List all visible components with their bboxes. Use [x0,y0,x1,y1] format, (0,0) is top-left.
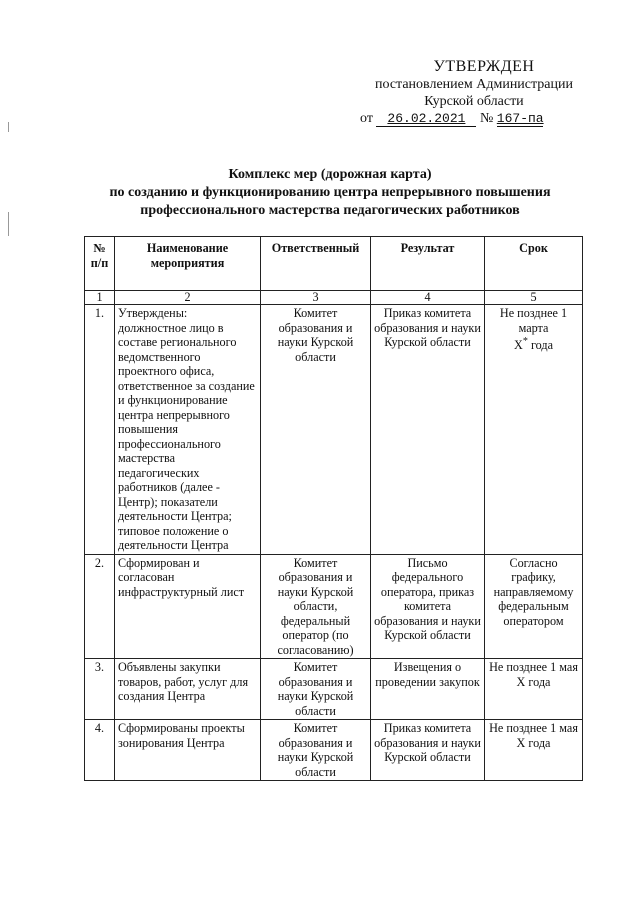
approval-number: 167-па [496,111,544,126]
margin-mark-top [8,122,9,132]
approval-date: 26.02.2021 [376,112,476,127]
table-row [85,720,583,781]
column-number-row [85,291,583,305]
header-row [85,237,583,291]
roadmap-table [84,236,583,781]
number-prefix: № [479,111,494,126]
col-number: 4 [371,291,485,305]
document-title [95,166,565,220]
row-num: 4. [85,720,115,781]
table-row [85,305,583,555]
row-num: 1. [85,305,115,555]
header-num: № п/п [85,237,115,291]
table-row [85,554,583,659]
row-name: Сформированы проекты зонирования Центра [115,720,261,781]
row-deadline: Не позднее 1 мая X года [485,659,583,720]
row-responsible: Комитет образования и науки Курской области, федеральный оператор (по согласованию) [261,554,371,659]
approval-block [354,58,574,127]
col-number: 5 [485,291,583,305]
row-num: 3. [85,659,115,720]
col-number: 2 [115,291,261,305]
deadline-year: года [527,338,553,353]
header-deadline: Срок [485,237,583,291]
row-name: Сформирован и согласован инфраструктурный лист [115,554,261,659]
deadline-text: Не позднее 1 марта [499,306,568,335]
row-name: Утверждены: должностное лицо в составе регионального ведомственного проектного офиса, ответственное за создание и функционирование центра непрерывного повышения профессионального мастерства педагогических работников (далее - Центр); показатели деятельности Центра; типовое положение о деятельности Центра [115,305,261,555]
approval-line-2: Курской области [424,94,524,109]
row-result: Письмо федерального оператора, приказ комитета образования и науки Курской области [371,554,485,659]
header-responsible: Ответственный [261,237,371,291]
margin-mark-mid [8,212,9,236]
row-result: Извещения о проведении закупок [371,659,485,720]
title-line-3: профессионального мастерства педагогических работников [140,203,520,218]
row-responsible: Комитет образования и науки Курской области [261,720,371,781]
approval-head: УТВЕРЖДЕН [433,58,535,75]
row-deadline [485,305,583,555]
col-number: 1 [85,291,115,305]
row-deadline: Согласно графику, направляемому федеральным оператором [485,554,583,659]
date-prefix: от [360,111,373,126]
approval-line-1: постановлением Администрации [375,77,573,92]
header-name: Наименование мероприятия [115,237,261,291]
row-deadline: Не позднее 1 мая X года [485,720,583,781]
title-line-2: по созданию и функционированию центра непрерывного повышения [109,185,551,200]
row-responsible: Комитет образования и науки Курской области [261,305,371,555]
footnote-mark: * [522,336,528,347]
row-result: Приказ комитета образования и науки Курской области [371,305,485,555]
row-responsible: Комитет образования и науки Курской области [261,659,371,720]
col-number: 3 [261,291,371,305]
row-result: Приказ комитета образования и науки Курской области [371,720,485,781]
header-result: Результат [371,237,485,291]
row-name: Объявлены закупки товаров, работ, услуг для создания Центра [115,659,261,720]
table-row [85,659,583,720]
deadline-year-x: X [514,338,523,353]
row-num: 2. [85,554,115,659]
title-line-1: Комплекс мер (дорожная карта) [228,167,432,182]
approval-date-line [354,110,574,127]
